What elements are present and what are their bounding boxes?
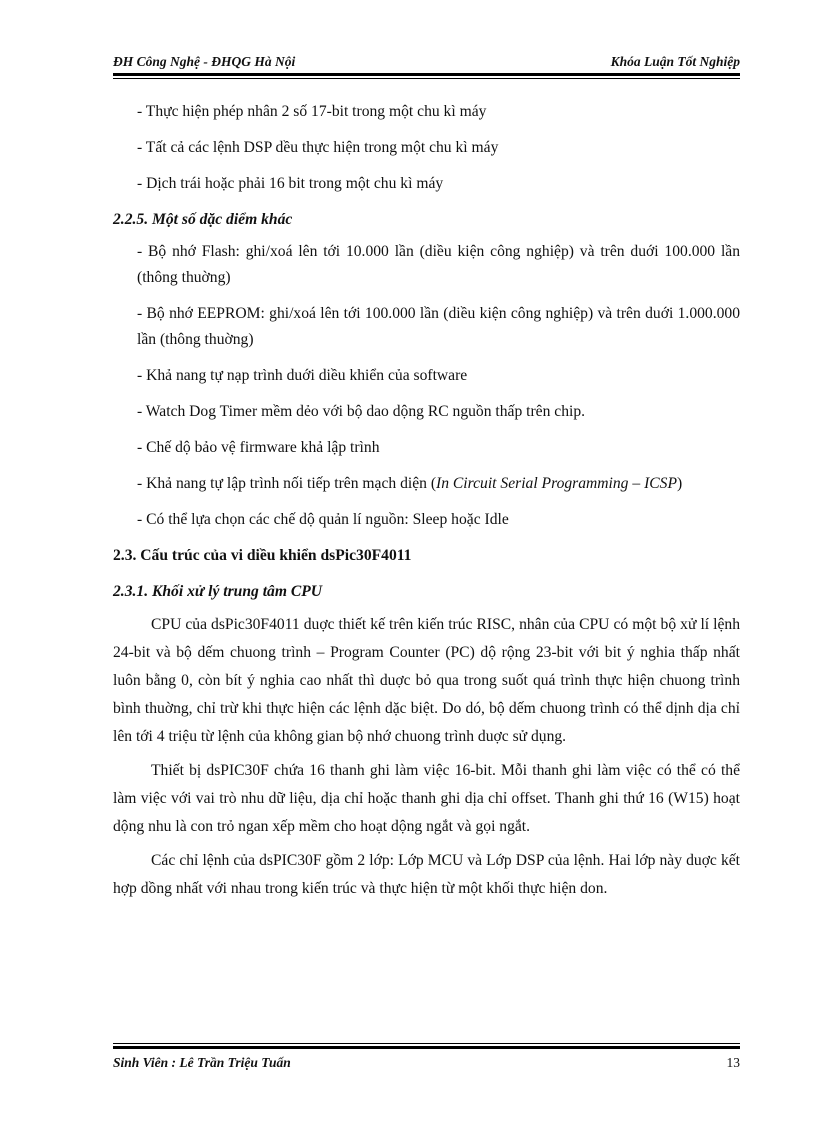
page-header <box>113 52 740 74</box>
page-footer <box>113 1055 740 1077</box>
body-paragraph: Thiết bị dsPIC30F chứa 16 thanh ghi làm việc 16-bit. Mỗi thanh ghi làm việc có thể có thể làm việc với vai trò nhu dữ liệu, dịa chỉ hoặc thanh ghi dịa chỉ offset. Thanh ghi thứ 16 (W15) hoạt dộng nhu là con trỏ ngan xếp mềm cho hoạt dộng ngắt và gọi ngắt. <box>113 762 740 835</box>
header-rule-thin <box>113 78 740 79</box>
header-rule-thick <box>113 73 740 76</box>
bullet-item: - Bộ nhớ EEPROM: ghi/xoá lên tới 100.000 lần (diều kiện công nghiệp) và trên duới 1.000.000 lần (thông thuờng) <box>137 305 740 348</box>
footer-rule-thin <box>113 1043 740 1044</box>
bullet-item: - Bộ nhớ Flash: ghi/xoá lên tới 10.000 lần (diều kiện công nghiệp) và trên duới 100.000 lần (thông thuờng) <box>137 243 740 286</box>
section-heading-2-2-5: 2.2.5. Một số dặc diểm khác <box>113 211 293 228</box>
page-content <box>113 99 740 903</box>
section-heading-2-3: 2.3. Cấu trúc của vi diều khiển dsPic30F4011 <box>113 547 412 564</box>
bullet-item: - Có thể lựa chọn các chế dộ quản lí nguồn: Sleep hoặc Idle <box>137 511 509 528</box>
bullet-item: - Watch Dog Timer mềm dẻo với bộ dao dộng RC nguồn thấp trên chip. <box>137 403 586 420</box>
bullet-item: - Tất cả các lệnh DSP dều thực hiện trong một chu kì máy <box>137 139 499 156</box>
footer-author: Sinh Viên : Lê Trần Triệu Tuấn <box>113 1055 291 1070</box>
bullet-item: - Dịch trái hoặc phải 16 bit trong một chu kì máy <box>137 175 444 192</box>
page-number: 13 <box>726 1055 740 1070</box>
header-institution: ĐH Công Nghệ - ĐHQG Hà Nội <box>113 54 296 69</box>
icsp-italic-text: In Circuit Serial Programming – ICSP <box>436 475 677 492</box>
footer-rule-thick <box>113 1046 740 1049</box>
bullet-item: - Khả nang tự nạp trình duới diều khiển của software <box>137 367 468 384</box>
bullet-item-icsp: - Khả nang tự lập trình nối tiếp trên mạch diện (In Circuit Serial Programming – ICSP) <box>137 475 683 492</box>
header-document-type: Khóa Luận Tốt Nghiệp <box>610 54 740 69</box>
bullet-item: - Chế dộ bảo vệ firmware khả lập trình <box>137 439 380 456</box>
bullet-item: - Thực hiện phép nhân 2 số 17-bit trong một chu kì máy <box>137 103 487 120</box>
body-paragraph: Các chỉ lệnh của dsPIC30F gồm 2 lớp: Lớp MCU và Lớp DSP của lệnh. Hai lớp này duợc kết hợp dồng nhất với nhau trong kiến trúc và thực hiện từ một khối thực hiện don. <box>113 852 740 897</box>
body-paragraph: CPU của dsPic30F4011 duợc thiết kế trên kiến trúc RISC, nhân của CPU có một bộ xử lí lệnh 24-bit và bộ dếm chuong trình – Program Counter (PC) dộ rộng 23-bit với bit ý nghia thấp nhất luôn bằng 0, còn bít ý nghia cao nhất thì duợc bỏ qua trong suốt quá trình thực hiện chuong trình bình thuờng, chỉ trừ khi thực hiện các lệnh dặc biệt. Do dó, bộ dếm chuong trình có thể dịnh dịa chỉ lên tới 4 triệu từ lệnh của không gian bộ nhớ chuong trình duợc sử dụng. <box>113 616 740 745</box>
section-heading-2-3-1: 2.3.1. Khối xử lý trung tâm CPU <box>113 583 323 600</box>
